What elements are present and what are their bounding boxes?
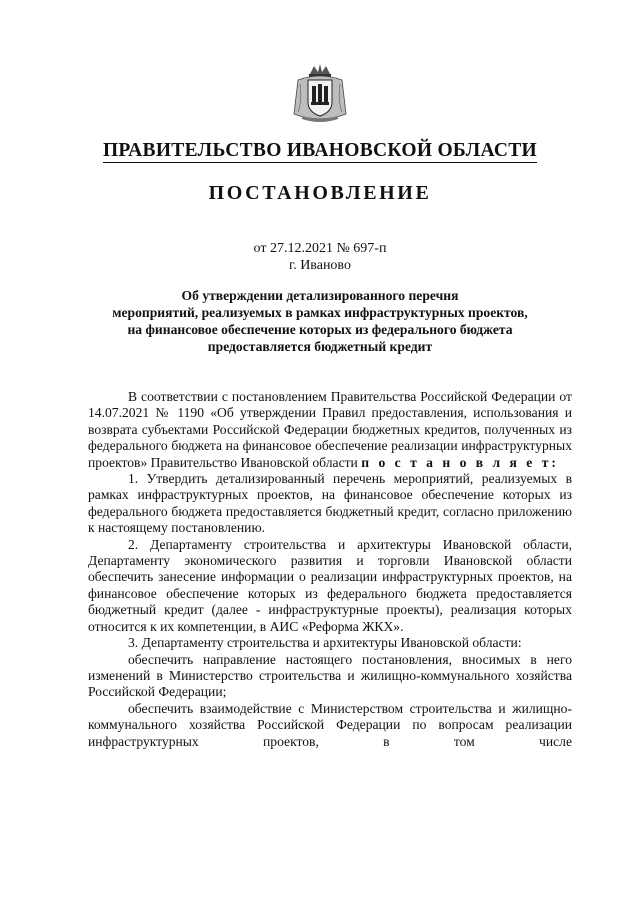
city: г. Иваново	[289, 258, 351, 273]
subject-line-1: Об утверждении детализированного перечня	[181, 288, 459, 303]
item-3-paragraph: 3. Департаменту строительства и архитектуры Ивановской области:	[128, 635, 522, 651]
item-1-paragraph: 1. Утвердить детализированный перечень мероприятий, реализуемых в рамках инфраструктурных проектов, на финансовое обеспечение которых из федерального бюджета предоставляется бюджетный кредит, согласно приложению к настоящему постановлению.	[88, 471, 572, 536]
subject-line-3: на финансовое обеспечение которых из федерального бюджета	[127, 322, 513, 337]
coat-of-arms-emblem	[292, 62, 348, 124]
item-3b-paragraph: обеспечить взаимодействие с Министерством строительства и жилищно-коммунального хозяйства Российской Федерации по вопросам реализации инфраструктурных проектов, в том числе	[88, 700, 572, 749]
decree-word: п о с т а н о в л я е т:	[361, 454, 559, 470]
subject-line-2: мероприятий, реализуемых в рамках инфраструктурных проектов,	[112, 305, 528, 320]
date-number: от 27.12.2021 № 697-п	[253, 241, 387, 256]
document-meta	[0, 240, 640, 274]
document-subject	[88, 287, 552, 355]
organization-title: ПРАВИТЕЛЬСТВО ИВАНОВСКОЙ ОБЛАСТИ	[102, 140, 538, 161]
preamble-paragraph	[88, 389, 572, 471]
item-3a-paragraph: обеспечить направление настоящего постановления, вносимых в него изменений в Министерство строительства и жилищно-коммунального хозяйства Российской Федерации;	[88, 651, 572, 700]
preamble-text: В соответствии с постановлением Правительства Российской Федерации от 14.07.2021 № 1190 «Об утверждении Правил предоставления, использования и возврата субъектами Российской Федерации бюджетных кредитов, полученных из федерального бюджета на финансовое обеспечение реализации инфраструктурных проектов» Правительство Ивановской области	[88, 389, 572, 470]
item-2-paragraph: 2. Департаменту строительства и архитектуры Ивановской области, Департаменту экономического развития и торговли Ивановской области обеспечить занесение информации о реализации инфраструктурных проектов, на финансовое обеспечение которых из федерального бюджета предоставляется бюджетный кредит (далее - инфраструктурные проекты), реализация которых относится к их компетенции, в АИС «Реформа ЖКХ».	[88, 536, 572, 634]
document-type-title: ПОСТАНОВЛЕНИЕ	[208, 182, 432, 204]
document-body	[88, 389, 572, 750]
subject-line-4: предоставляется бюджетный кредит	[207, 339, 433, 354]
